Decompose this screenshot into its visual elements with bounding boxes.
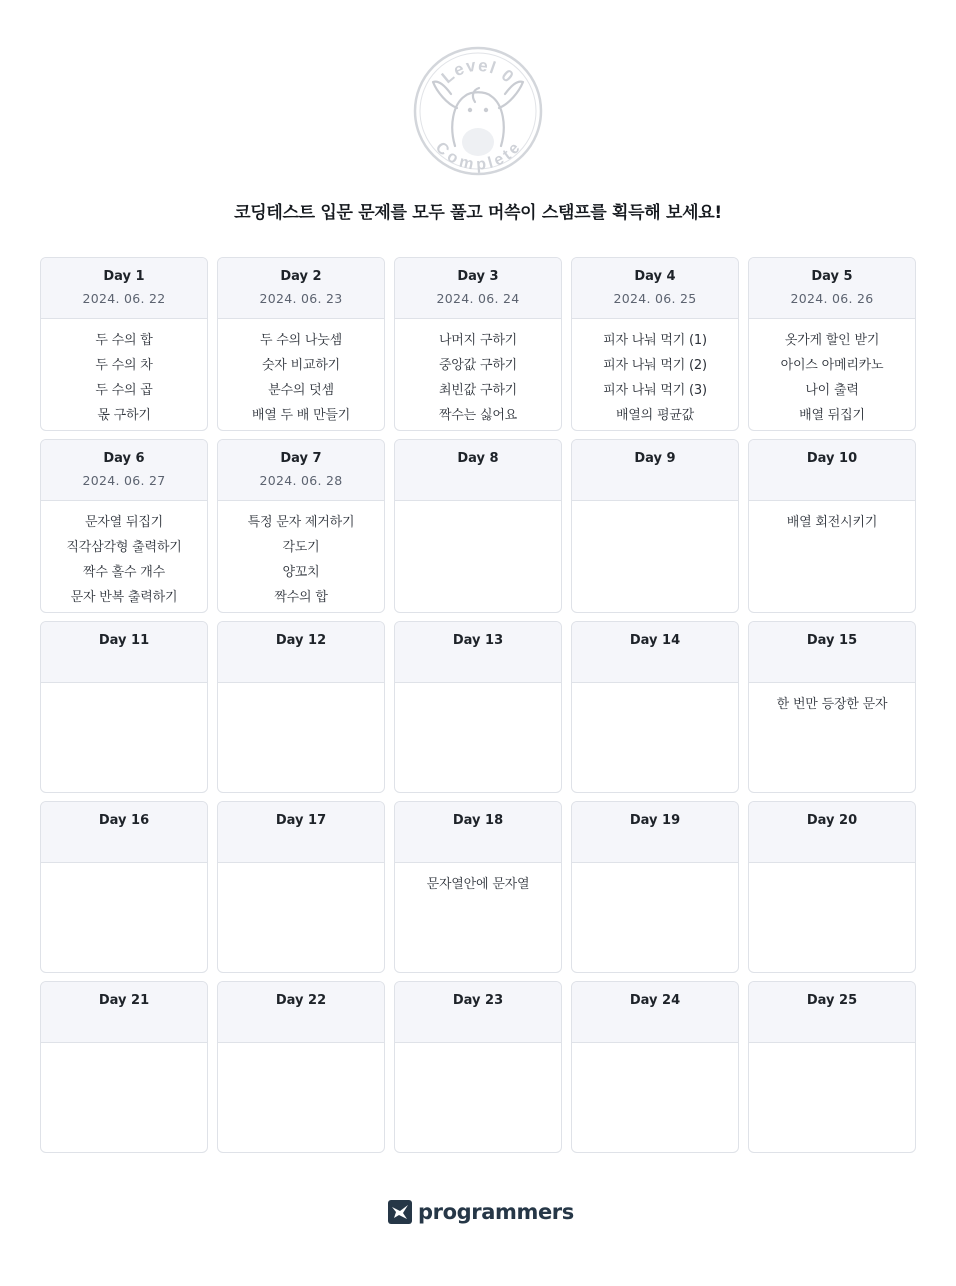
day-task-list bbox=[572, 319, 738, 428]
day-label: Day 10 bbox=[806, 451, 858, 466]
task-link[interactable]: 두 수의 합 bbox=[95, 333, 153, 348]
day-card-header bbox=[572, 802, 738, 863]
day-card-header bbox=[395, 622, 561, 683]
day-label: Day 17 bbox=[275, 813, 327, 828]
task-link[interactable]: 몫 구하기 bbox=[97, 408, 151, 423]
day-card bbox=[571, 621, 739, 793]
task-link[interactable]: 짝수는 싫어요 bbox=[438, 408, 518, 423]
day-label: Day 3 bbox=[457, 269, 499, 284]
day-card bbox=[217, 621, 385, 793]
day-task-list bbox=[395, 319, 561, 428]
day-date: 2024. 06. 24 bbox=[436, 291, 520, 306]
day-card-header bbox=[41, 258, 207, 319]
task-link[interactable]: 한 번만 등장한 문자 bbox=[776, 697, 888, 712]
svg-text:Level 0: Level 0 bbox=[437, 55, 519, 88]
task-link[interactable]: 짝수의 합 bbox=[274, 590, 328, 605]
day-task-list bbox=[572, 683, 738, 692]
day-task-list bbox=[395, 501, 561, 510]
day-card bbox=[40, 801, 208, 973]
day-label: Day 11 bbox=[98, 633, 150, 648]
task-link[interactable]: 짝수 홀수 개수 bbox=[82, 565, 165, 580]
day-task-list bbox=[41, 1043, 207, 1052]
day-card-header bbox=[218, 258, 384, 319]
day-card bbox=[748, 801, 916, 973]
task-link[interactable]: 문자열 뒤집기 bbox=[84, 515, 164, 530]
day-label: Day 25 bbox=[806, 993, 858, 1008]
day-card bbox=[748, 981, 916, 1153]
day-task-list bbox=[41, 683, 207, 692]
day-card bbox=[394, 981, 562, 1153]
day-card-header bbox=[749, 802, 915, 863]
day-card-header bbox=[395, 982, 561, 1043]
day-label: Day 12 bbox=[275, 633, 327, 648]
day-card-header bbox=[218, 802, 384, 863]
task-link[interactable]: 배열 뒤집기 bbox=[799, 408, 865, 423]
day-task-list bbox=[218, 1043, 384, 1052]
day-card-header bbox=[395, 258, 561, 319]
day-task-list bbox=[218, 319, 384, 428]
day-card-header bbox=[41, 982, 207, 1043]
day-date: 2024. 06. 28 bbox=[259, 473, 343, 488]
task-link[interactable]: 직각삼각형 출력하기 bbox=[66, 540, 182, 555]
day-card bbox=[748, 621, 916, 793]
day-task-list bbox=[218, 683, 384, 692]
day-card-header bbox=[218, 440, 384, 501]
day-card-header bbox=[41, 622, 207, 683]
level-complete-stamp-icon bbox=[413, 46, 543, 176]
task-link[interactable]: 피자 나눠 먹기 (1) bbox=[603, 333, 707, 348]
task-link[interactable]: 나머지 구하기 bbox=[438, 333, 518, 348]
day-task-list bbox=[218, 501, 384, 610]
task-link[interactable]: 아이스 아메리카노 bbox=[780, 358, 884, 373]
task-link[interactable]: 최빈값 구하기 bbox=[438, 383, 518, 398]
day-date: 2024. 06. 26 bbox=[790, 291, 874, 306]
day-card bbox=[217, 439, 385, 613]
day-card bbox=[394, 621, 562, 793]
day-label: Day 8 bbox=[457, 451, 499, 466]
day-card bbox=[40, 257, 208, 431]
day-card-header bbox=[749, 982, 915, 1043]
day-task-list bbox=[749, 501, 915, 535]
day-label: Day 4 bbox=[634, 269, 676, 284]
svg-text:Complete: Complete bbox=[431, 139, 525, 174]
task-link[interactable]: 문자열안에 문자열 bbox=[426, 877, 530, 892]
day-label: Day 20 bbox=[806, 813, 858, 828]
day-card bbox=[748, 257, 916, 431]
day-task-list bbox=[572, 863, 738, 872]
day-label: Day 5 bbox=[811, 269, 853, 284]
day-card bbox=[394, 257, 562, 431]
day-card bbox=[571, 439, 739, 613]
day-label: Day 22 bbox=[275, 993, 327, 1008]
day-label: Day 14 bbox=[629, 633, 681, 648]
day-label: Day 23 bbox=[452, 993, 504, 1008]
day-task-list bbox=[395, 1043, 561, 1052]
programmers-logo-icon bbox=[388, 1200, 412, 1224]
task-link[interactable]: 숫자 비교하기 bbox=[261, 358, 341, 373]
day-card-header bbox=[749, 622, 915, 683]
day-card bbox=[394, 801, 562, 973]
day-grid bbox=[40, 257, 916, 1153]
task-link[interactable]: 각도기 bbox=[282, 540, 320, 555]
day-label: Day 15 bbox=[806, 633, 858, 648]
day-card-header bbox=[395, 440, 561, 501]
day-label: Day 6 bbox=[103, 451, 145, 466]
task-link[interactable]: 양꼬치 bbox=[282, 565, 320, 580]
day-card-header bbox=[218, 622, 384, 683]
day-card bbox=[748, 439, 916, 613]
day-label: Day 24 bbox=[629, 993, 681, 1008]
task-link[interactable]: 나이 출력 bbox=[805, 383, 859, 398]
day-card bbox=[571, 257, 739, 431]
day-task-list bbox=[395, 683, 561, 692]
day-card-header bbox=[572, 440, 738, 501]
day-date: 2024. 06. 23 bbox=[259, 291, 343, 306]
task-link[interactable]: 두 수의 곱 bbox=[95, 383, 153, 398]
day-label: Day 21 bbox=[98, 993, 150, 1008]
day-date: 2024. 06. 25 bbox=[613, 291, 697, 306]
day-card bbox=[40, 621, 208, 793]
day-label: Day 9 bbox=[634, 451, 676, 466]
day-label: Day 2 bbox=[280, 269, 322, 284]
programmers-brand[interactable] bbox=[388, 1199, 574, 1225]
day-task-list bbox=[41, 319, 207, 428]
task-link[interactable]: 배열 두 배 만들기 bbox=[251, 408, 351, 423]
day-date: 2024. 06. 27 bbox=[82, 473, 166, 488]
task-link[interactable]: 배열 회전시키기 bbox=[786, 515, 878, 530]
day-task-list bbox=[395, 863, 561, 897]
day-task-list bbox=[749, 683, 915, 717]
task-link[interactable]: 두 수의 나눗셈 bbox=[259, 333, 342, 348]
day-date: 2024. 06. 22 bbox=[82, 291, 166, 306]
task-link[interactable]: 문자 반복 출력하기 bbox=[70, 590, 178, 605]
day-task-list bbox=[749, 1043, 915, 1052]
day-card bbox=[394, 439, 562, 613]
brand-name: programmers bbox=[418, 1200, 574, 1224]
day-label: Day 16 bbox=[98, 813, 150, 828]
day-label: Day 19 bbox=[629, 813, 681, 828]
day-card-header bbox=[572, 258, 738, 319]
page-headline: 코딩테스트 입문 문제를 모두 풀고 머쓱이 스탬프를 획득해 보세요! bbox=[234, 203, 722, 223]
day-card-header bbox=[749, 440, 915, 501]
day-card bbox=[571, 981, 739, 1153]
day-card bbox=[217, 257, 385, 431]
day-card-header bbox=[41, 440, 207, 501]
day-card-header bbox=[395, 802, 561, 863]
day-card bbox=[217, 801, 385, 973]
day-task-list bbox=[218, 863, 384, 872]
day-label: Day 7 bbox=[280, 451, 322, 466]
day-card-header bbox=[41, 802, 207, 863]
day-task-list bbox=[749, 319, 915, 428]
day-task-list bbox=[41, 501, 207, 610]
task-link[interactable]: 배열의 평균값 bbox=[615, 408, 695, 423]
task-link[interactable]: 피자 나눠 먹기 (3) bbox=[603, 383, 707, 398]
task-link[interactable]: 두 수의 차 bbox=[95, 358, 153, 373]
day-card-header bbox=[218, 982, 384, 1043]
day-card bbox=[40, 439, 208, 613]
day-label: Day 1 bbox=[103, 269, 145, 284]
day-card-header bbox=[572, 982, 738, 1043]
day-card bbox=[571, 801, 739, 973]
day-task-list bbox=[572, 501, 738, 510]
day-task-list bbox=[41, 863, 207, 872]
day-card bbox=[40, 981, 208, 1153]
day-label: Day 18 bbox=[452, 813, 504, 828]
task-link[interactable]: 중앙값 구하기 bbox=[438, 358, 518, 373]
day-card bbox=[217, 981, 385, 1153]
day-card-header bbox=[572, 622, 738, 683]
day-task-list bbox=[749, 863, 915, 872]
day-task-list bbox=[572, 1043, 738, 1052]
day-label: Day 13 bbox=[452, 633, 504, 648]
task-link[interactable]: 피자 나눠 먹기 (2) bbox=[603, 358, 707, 373]
task-link[interactable]: 특정 문자 제거하기 bbox=[247, 515, 355, 530]
task-link[interactable]: 분수의 덧셈 bbox=[268, 383, 334, 398]
task-link[interactable]: 옷가게 할인 받기 bbox=[784, 333, 880, 348]
day-card-header bbox=[749, 258, 915, 319]
